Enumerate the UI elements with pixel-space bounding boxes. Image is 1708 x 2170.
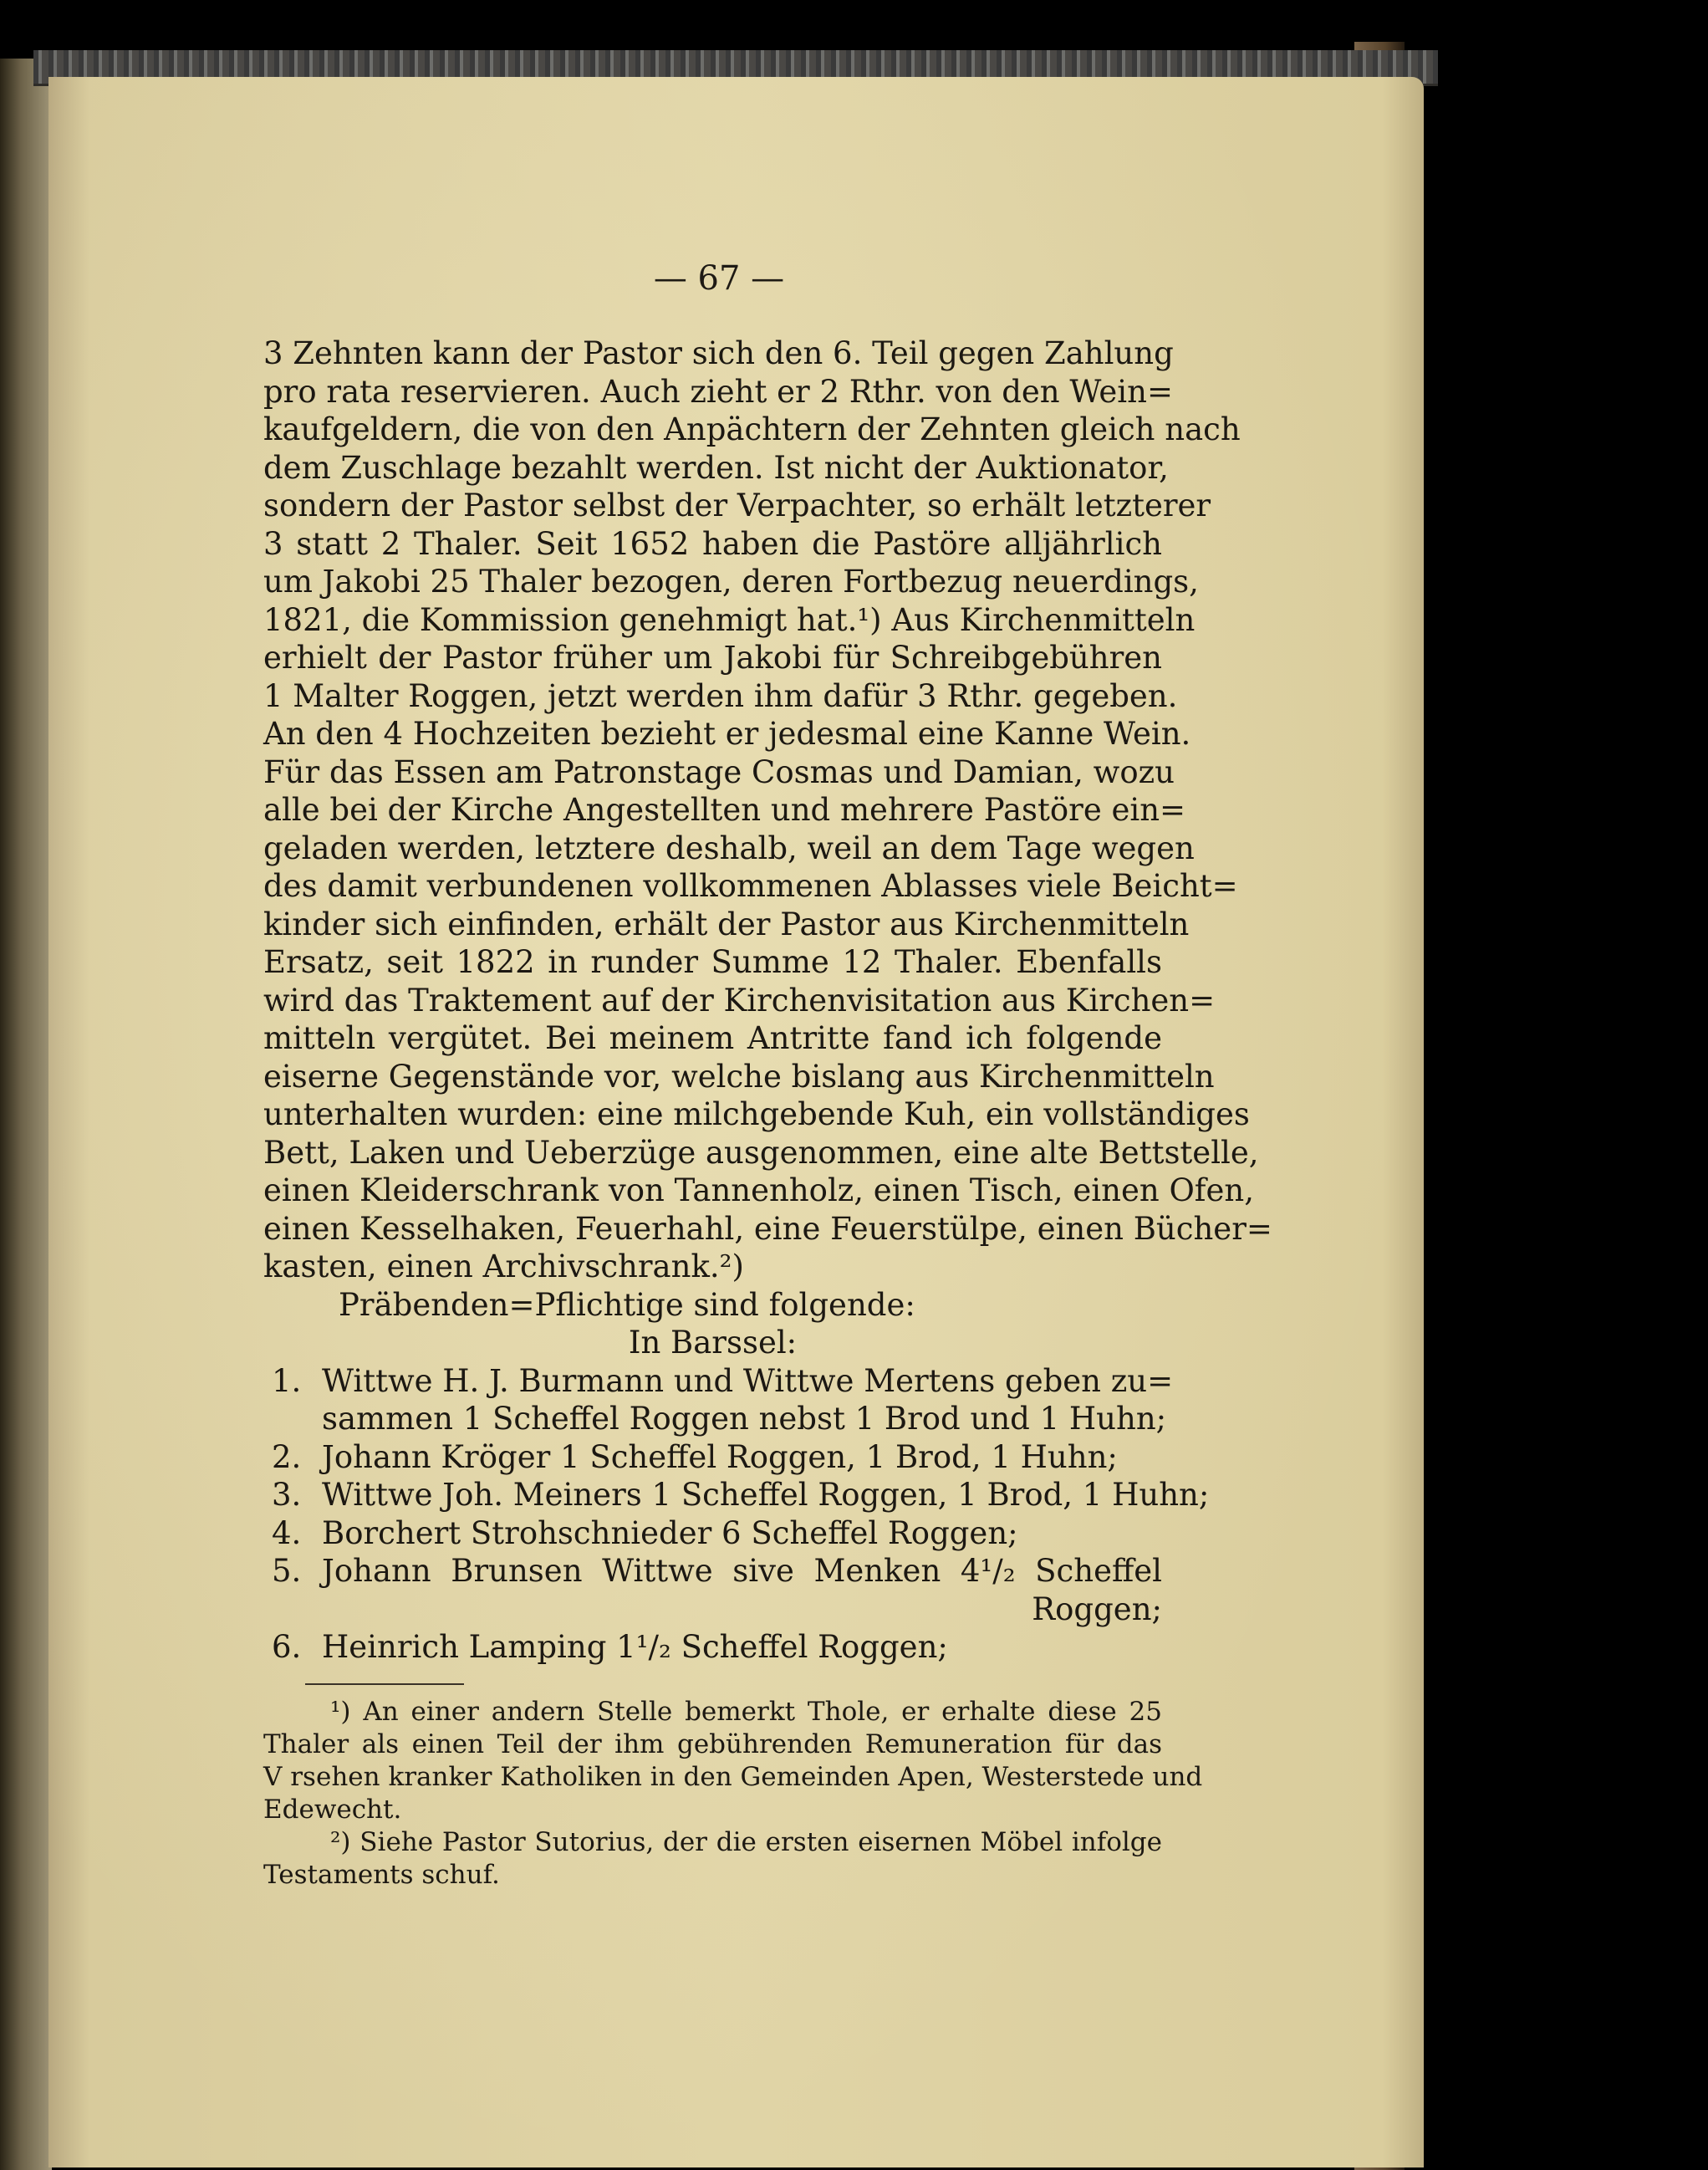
list-number: 1. [272,1362,302,1399]
text-line: kinder sich einfinden, erhält der Pastor aus Kirchenmitteln [263,906,1190,942]
list-item-text: Johann Brunsen Wittwe sive Menken 4¹/₂ Scheffel [322,1553,1162,1589]
list-item-text: Roggen; [1032,1590,1162,1627]
text-line: 3 statt 2 Thaler. Seit 1652 haben die Pastöre alljährlich [263,525,1162,562]
text-line: sondern der Pastor selbst der Verpachter, so erhält letzterer [263,488,1211,523]
text-line: geladen werden, letztere deshalb, weil an dem Tage wegen [263,830,1195,866]
footnote-line: Thaler als einen Teil der ihm gebührenden Remuneration für das [263,1729,1162,1759]
footnote-line: ¹) An einer andern Stelle bemerkt Thole, er erhalte diese 25 [330,1697,1162,1727]
text-line: pro rata reservieren. Auch zieht er 2 Rthr. von den Wein= [263,373,1173,410]
text-line: erhielt der Pastor früher um Jakobi für Schreibgebühren [263,640,1162,676]
text-line: des damit verbundenen vollkommenen Ablasses viele Beicht= [263,868,1238,904]
footnote-line: ²) Siehe Pastor Sutorius, der die ersten eisernen Möbel infolge [330,1827,1162,1857]
list-item [263,1552,1162,1590]
text-line: wird das Traktement auf der Kirchenvisitation aus Kirchen= [263,982,1216,1019]
text-line: Für das Essen am Patronstage Cosmas und Damian, wozu [263,753,1175,790]
text-line: mitteln vergütet. Bei meinem Antritte fand ich folgende [263,1020,1162,1056]
text-line: kaufgeldern, die von den Anpächtern der Zehnten gleich nach [263,411,1241,447]
list-item [263,1362,1174,1401]
text-line: kasten, einen Archivschrank.²) [263,1248,744,1284]
footnote-line: Testaments schuf. [263,1860,500,1890]
page-number: — 67 — [653,259,785,298]
list-item-text: Wittwe H. J. Burmann und Wittwe Mertens geben zu= [322,1362,1174,1399]
text-line: Bett, Laken und Ueberzüge ausgenommen, eine alte Bettstelle, [263,1134,1259,1171]
list-item [263,1476,1210,1514]
footnote-line: Edewecht. [263,1795,402,1825]
facing-page-edge [0,59,52,2170]
text-line: 1821, die Kommission genehmigt hat.¹) Aus Kirchenmitteln [263,601,1196,638]
list-item [263,1438,1162,1477]
text-line: 1 Malter Roggen, jetzt werden ihm dafür 3 Rthr. gegeben. [263,677,1178,714]
text-line: um Jakobi 25 Thaler bezogen, deren Fortbezug neuerdings, [263,564,1199,600]
list-item-text: sammen 1 Scheffel Roggen nebst 1 Brod und 1 Huhn; [322,1401,1167,1437]
section-intro: Präbenden=Pflichtige sind folgende: [339,1286,915,1323]
body-text [263,334,1272,1667]
text-line: einen Kesselhaken, Feuerhahl, eine Feuerstülpe, einen Bücher= [263,1210,1272,1247]
text-line: Ersatz, seit 1822 in runder Summe 12 Thaler. Ebenfalls [263,944,1162,980]
list-number: 6. [272,1629,302,1665]
list-item [263,1514,1162,1553]
list-item-text: Heinrich Lamping 1¹/₂ Scheffel Roggen; [322,1629,948,1665]
list-number: 4. [272,1514,302,1551]
list-item [263,1628,1162,1667]
section-heading: In Barssel: [628,1325,798,1361]
list-item-continuation [263,1400,1167,1438]
footnotes [263,1696,1203,1892]
list-number: 5. [272,1553,302,1589]
text-line: einen Kleiderschrank von Tannenholz, einen Tisch, einen Ofen, [263,1172,1254,1208]
text-line: alle bei der Kirche Angestellten und mehrere Pastöre ein= [263,792,1186,828]
text-line: unterhalten wurden: eine milchgebende Kuh, ein vollständiges [263,1096,1250,1132]
footnote-rule [305,1683,464,1685]
list-number: 3. [272,1477,302,1513]
text-line: An den 4 Hochzeiten bezieht er jedesmal eine Kanne Wein. [263,716,1191,752]
list-item-text: Johann Kröger 1 Scheffel Roggen, 1 Brod, 1 Huhn; [322,1438,1118,1475]
list-number: 2. [272,1438,302,1475]
text-line: eiserne Gegenstände vor, welche bislang aus Kirchenmitteln [263,1058,1215,1095]
list-item-text: Borchert Strohschnieder 6 Scheffel Roggen; [322,1514,1018,1551]
list-item-text: Wittwe Joh. Meiners 1 Scheffel Roggen, 1 Brod, 1 Huhn; [322,1477,1210,1513]
list-item-continuation [263,1590,1162,1629]
footnote-line: V rsehen kranker Katholiken in den Gemeinden Apen, Westerstede und [263,1762,1203,1792]
text-line: 3 Zehnten kann der Pastor sich den 6. Teil gegen Zahlung [263,335,1174,371]
text-line: dem Zuschlage bezahlt werden. Ist nicht der Auktionator, [263,449,1169,486]
